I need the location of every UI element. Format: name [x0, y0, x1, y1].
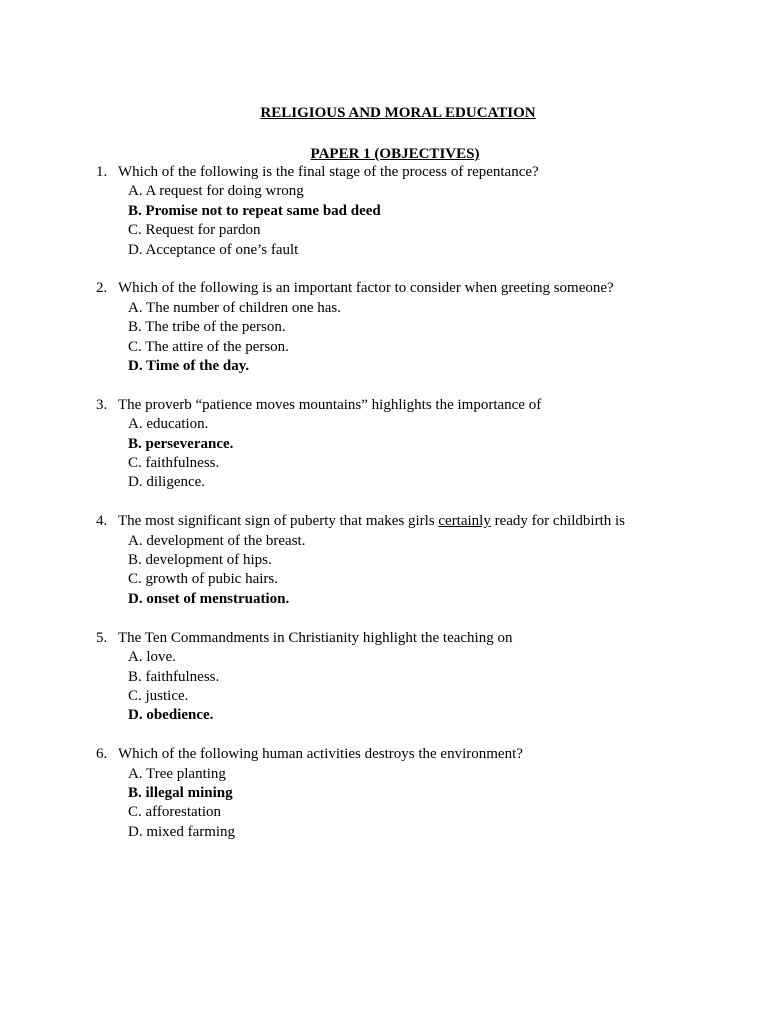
document-title: RELIGIOUS AND MORAL EDUCATION	[260, 105, 536, 121]
question-2	[96, 279, 736, 376]
option-c: C. Request for pardon	[128, 222, 261, 239]
question-text: Which of the following human activities destroys the environment?	[118, 746, 523, 763]
option-c: C. The attire of the person.	[128, 338, 289, 355]
question-text-end: ready for childbirth is	[490, 513, 625, 530]
question-stem	[96, 163, 736, 182]
option-a: A. love.	[128, 649, 176, 666]
question-stem	[96, 396, 736, 415]
question-4	[96, 512, 736, 609]
option-d-correct: D. Time of the day.	[128, 358, 250, 375]
option-a: A. development of the breast.	[128, 532, 306, 549]
question-number: 6.	[96, 746, 108, 763]
option-list	[96, 532, 736, 610]
option-list	[96, 299, 736, 377]
question-list	[96, 163, 736, 862]
question-number: 2.	[96, 280, 108, 297]
option-list	[96, 648, 736, 726]
option-a: A. Tree planting	[128, 765, 226, 782]
question-text: Which of the following is the final stage of the process of repentance?	[118, 164, 539, 180]
question-3	[96, 396, 736, 493]
option-d: D. mixed farming	[128, 823, 236, 840]
option-c: C. afforestation	[128, 804, 222, 821]
option-d: D. diligence.	[128, 474, 206, 491]
question-5	[96, 629, 736, 726]
question-number: 4.	[96, 513, 108, 530]
underlined-word: certainly	[438, 513, 491, 530]
question-6	[96, 745, 736, 842]
question-text-start: The most significant sign of puberty that makes girls	[118, 513, 439, 530]
question-number: 5.	[96, 629, 108, 646]
option-b-correct: B. illegal mining	[128, 784, 233, 801]
option-b-correct: B. perseverance.	[128, 435, 234, 452]
option-b-correct: B. Promise not to repeat same bad deed	[128, 202, 381, 219]
question-text: The Ten Commandments in Christianity highlight the teaching on	[118, 629, 513, 646]
option-c: C. faithfulness.	[128, 455, 220, 472]
option-d-correct: D. obedience.	[128, 707, 214, 724]
question-text: The proverb “patience moves mountains” highlights the importance of	[118, 396, 542, 413]
option-d: D. Acceptance of one’s fault	[128, 241, 299, 258]
question-stem	[96, 512, 736, 531]
option-c: C. growth of pubic hairs.	[128, 571, 278, 588]
document-subtitle: PAPER 1 (OBJECTIVES)	[310, 146, 480, 162]
option-d-correct: D. onset of menstruation.	[128, 590, 290, 607]
option-list	[96, 415, 736, 493]
question-stem	[96, 629, 736, 648]
question-1	[96, 163, 736, 260]
option-b: B. development of hips.	[128, 552, 272, 569]
option-a: A. education.	[128, 416, 209, 433]
question-text: Which of the following is an important factor to consider when greeting someone?	[118, 280, 614, 297]
option-list	[96, 765, 736, 843]
question-number: 3.	[96, 396, 108, 413]
question-number: 1.	[96, 164, 108, 180]
option-a: A. A request for doing wrong	[128, 183, 304, 200]
option-c: C. justice.	[128, 687, 189, 704]
question-stem	[96, 279, 736, 298]
option-list	[96, 182, 736, 260]
option-b: B. faithfulness.	[128, 668, 220, 685]
option-a: A. The number of children one has.	[128, 299, 341, 316]
option-b: B. The tribe of the person.	[128, 319, 286, 336]
question-stem	[96, 745, 736, 764]
